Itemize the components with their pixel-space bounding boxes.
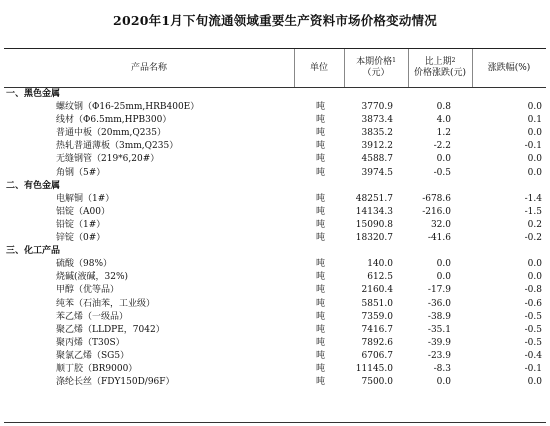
section-label: 三、化工产品 — [6, 246, 61, 257]
unit-cell: 吨 — [316, 377, 326, 388]
unit-cell: 吨 — [316, 259, 326, 270]
pct-cell: -0.1 — [524, 141, 542, 152]
price-cell: 48251.7 — [355, 193, 393, 204]
section-row — [4, 180, 546, 193]
unit-cell: 吨 — [316, 337, 326, 348]
pct-cell: -0.4 — [524, 350, 542, 361]
pct-cell: 0.0 — [527, 154, 542, 165]
change-cell: 0.0 — [436, 259, 451, 270]
price-cell: 3835.2 — [361, 128, 393, 139]
product-name: 角钢（5#） — [56, 167, 106, 178]
product-name: 电解铜（1#） — [56, 193, 115, 204]
unit-cell: 吨 — [316, 128, 326, 139]
price-table — [4, 48, 546, 389]
change-cell: -35.1 — [427, 324, 451, 335]
table-bottom-rule — [4, 422, 546, 423]
unit-cell: 吨 — [316, 167, 326, 178]
product-name: 聚乙烯（LLDPE，7042） — [56, 324, 165, 335]
table-row — [4, 363, 546, 376]
unit-cell: 吨 — [316, 154, 326, 165]
header-pct: 涨跌幅(%) — [487, 62, 531, 73]
pct-cell: 0.0 — [527, 272, 542, 283]
price-cell: 18320.7 — [355, 233, 393, 244]
unit-cell: 吨 — [316, 285, 326, 296]
change-cell: -678.6 — [422, 193, 451, 204]
change-cell: -8.3 — [433, 363, 451, 374]
header-price-line1: 本期价格 — [356, 57, 393, 67]
table-row — [4, 114, 546, 127]
table-row — [4, 258, 546, 271]
change-cell: -0.5 — [433, 167, 451, 178]
table-row — [4, 350, 546, 363]
unit-cell: 吨 — [316, 363, 326, 374]
table-body — [4, 88, 546, 389]
unit-cell: 吨 — [316, 350, 326, 361]
price-cell: 14134.3 — [355, 206, 393, 217]
unit-cell: 吨 — [316, 272, 326, 283]
table-row — [4, 193, 546, 206]
price-cell: 3974.5 — [361, 167, 393, 178]
product-name: 铝锭（A00） — [56, 206, 110, 217]
price-cell: 612.5 — [367, 272, 393, 283]
table-row — [4, 284, 546, 297]
change-cell: 0.8 — [436, 102, 451, 113]
pct-cell: -0.2 — [524, 233, 542, 244]
pct-cell: -0.6 — [524, 298, 542, 309]
change-cell: -41.6 — [427, 233, 451, 244]
change-cell: -39.9 — [427, 337, 451, 348]
change-cell: 0.0 — [436, 377, 451, 388]
product-name: 涤纶长丝（FDY150D/96F） — [56, 377, 175, 388]
pct-cell: -0.8 — [524, 285, 542, 296]
page-title: 2020年1月下旬流通领域重要生产资料市场价格变动情况 — [113, 13, 437, 28]
price-cell: 11145.0 — [355, 363, 393, 374]
table-row — [4, 324, 546, 337]
section-label: 一、黑色金属 — [6, 89, 61, 99]
table-row — [4, 298, 546, 311]
header-unit: 单位 — [309, 62, 328, 73]
price-cell: 7892.6 — [361, 337, 393, 348]
table-row — [4, 219, 546, 232]
price-cell: 15090.8 — [355, 219, 393, 230]
header-change-line1: 比上期 — [424, 57, 452, 67]
product-name: 苯乙烯（一级品） — [56, 311, 129, 322]
table-row — [4, 127, 546, 140]
change-cell: 0.0 — [436, 272, 451, 283]
change-cell: 0.0 — [436, 154, 451, 165]
header-price-footnote: 1 — [392, 57, 396, 64]
header-price-line2: （元） — [362, 68, 390, 78]
product-name: 线材（Φ6.5mm,HPB300） — [56, 115, 172, 126]
product-name: 甲醇（优等品） — [56, 285, 120, 296]
section-row — [4, 245, 546, 258]
header-change-footnote: 2 — [451, 57, 456, 64]
product-name: 螺纹钢（Φ16-25mm,HRB400E） — [56, 102, 200, 113]
table-row — [4, 140, 546, 153]
product-name: 硫酸（98%） — [56, 259, 113, 270]
section-label: 二、有色金属 — [6, 180, 61, 191]
pct-cell: -1.5 — [524, 206, 542, 217]
pct-cell: 0.0 — [527, 259, 542, 270]
unit-cell: 吨 — [316, 324, 326, 335]
section-row — [4, 88, 546, 101]
product-name: 聚氯乙烯（SG5） — [56, 350, 130, 361]
product-name: 无缝钢管（219*6,20#） — [56, 154, 160, 165]
change-cell: -17.9 — [427, 285, 451, 296]
pct-cell: -0.5 — [524, 337, 542, 348]
table-row — [4, 167, 546, 180]
unit-cell: 吨 — [316, 298, 326, 309]
product-name: 普通中板（20mm,Q235） — [56, 128, 166, 139]
header-change-line2: 价格涨跌(元) — [413, 68, 467, 78]
price-cell: 6706.7 — [361, 350, 393, 361]
price-cell: 7500.0 — [361, 377, 393, 388]
product-name: 烧碱(液碱，32%) — [56, 272, 129, 283]
change-cell: -23.9 — [427, 350, 451, 361]
product-name: 热轧普通薄板（3mm,Q235） — [56, 141, 179, 152]
pct-cell: 0.2 — [527, 219, 542, 230]
unit-cell: 吨 — [316, 206, 326, 217]
product-name: 顺丁胶（BR9000） — [56, 363, 138, 374]
change-cell: -2.2 — [433, 141, 451, 152]
pct-cell: -1.4 — [524, 193, 542, 204]
price-cell: 7359.0 — [361, 311, 393, 322]
unit-cell: 吨 — [316, 219, 326, 230]
unit-cell: 吨 — [316, 115, 326, 126]
pct-cell: -0.1 — [524, 363, 542, 374]
table-row — [4, 337, 546, 350]
price-cell: 3912.2 — [361, 141, 393, 152]
unit-cell: 吨 — [316, 311, 326, 322]
table-row — [4, 271, 546, 284]
product-name: 铅锭（1#） — [56, 219, 106, 230]
price-cell: 3873.4 — [361, 115, 393, 126]
pct-cell: 0.1 — [527, 115, 542, 126]
pct-cell: 0.0 — [527, 167, 542, 178]
product-name: 纯苯（石油苯，工业级） — [56, 298, 156, 309]
table-row — [4, 376, 546, 389]
table-row — [4, 206, 546, 219]
table-row — [4, 153, 546, 166]
unit-cell: 吨 — [316, 102, 326, 113]
change-cell: 32.0 — [430, 219, 451, 230]
price-cell: 2160.4 — [361, 285, 393, 296]
product-name: 锌锭（0#） — [56, 233, 106, 244]
unit-cell: 吨 — [316, 141, 326, 152]
product-name: 聚丙烯（T30S） — [56, 337, 125, 348]
unit-cell: 吨 — [316, 193, 326, 204]
header-product-name: 产品名称 — [130, 62, 167, 73]
table-row — [4, 232, 546, 245]
header-price — [344, 49, 408, 87]
table-header — [4, 48, 546, 88]
pct-cell: -0.5 — [524, 311, 542, 322]
pct-cell: 0.0 — [527, 377, 542, 388]
header-change — [408, 49, 472, 87]
price-cell: 5851.0 — [361, 298, 393, 309]
change-cell: 4.0 — [436, 115, 451, 126]
price-cell: 3770.9 — [361, 102, 393, 113]
price-cell: 4588.7 — [361, 154, 393, 165]
table-row — [4, 101, 546, 114]
change-cell: -38.9 — [427, 311, 451, 322]
pct-cell: 0.0 — [527, 102, 542, 113]
price-cell: 7416.7 — [361, 324, 393, 335]
change-cell: -36.0 — [427, 298, 451, 309]
pct-cell: -0.5 — [524, 324, 542, 335]
table-row — [4, 311, 546, 324]
pct-cell: 0.0 — [527, 128, 542, 139]
change-cell: -216.0 — [422, 206, 451, 217]
price-cell: 140.0 — [367, 259, 393, 270]
change-cell: 1.2 — [436, 128, 451, 139]
unit-cell: 吨 — [316, 233, 326, 244]
